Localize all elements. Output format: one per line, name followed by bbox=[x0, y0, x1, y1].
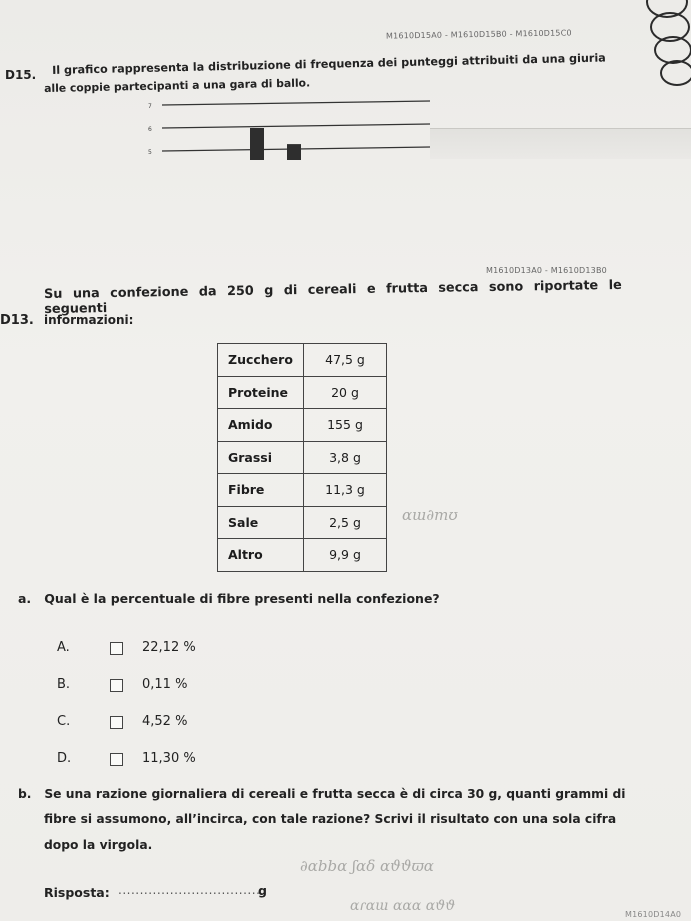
nutrient-value: 3,8 g bbox=[304, 441, 387, 474]
nutrient-value: 20 g bbox=[304, 376, 387, 409]
nutrient-value: 47,5 g bbox=[304, 344, 387, 377]
answer-unit: g bbox=[258, 883, 267, 898]
gridline-7 bbox=[162, 101, 430, 105]
nutrient-value: 11,3 g bbox=[304, 474, 387, 507]
question-b-line2: fibre si assumono, all’incirca, con tale razione? Scrivi il risultato con una sola cifra bbox=[44, 812, 617, 826]
option-checkbox[interactable] bbox=[110, 679, 123, 692]
option-value: 22,12 % bbox=[142, 640, 196, 655]
pencil-mark: ɑɾɑɯ ɑɑɑ ɑϑϑ bbox=[350, 898, 456, 914]
option-letter: C. bbox=[57, 714, 71, 729]
footer-code: M1610D14A0 bbox=[625, 910, 682, 919]
page-curl bbox=[640, 0, 691, 90]
y-tick-label: 7 bbox=[148, 103, 152, 110]
answer-label: Risposta: bbox=[44, 885, 110, 900]
chart-bar bbox=[250, 128, 264, 160]
option-checkbox[interactable] bbox=[110, 716, 123, 729]
option-value: 0,11 % bbox=[142, 677, 188, 692]
nutrient-name: Fibre bbox=[218, 474, 304, 507]
q15-text-line1: Il grafico rappresenta la distribuzione di frequenza dei punteggi attribuiti da una giuria bbox=[52, 51, 606, 77]
answer-field[interactable]: ................................. bbox=[118, 883, 261, 897]
option-checkbox[interactable] bbox=[110, 642, 123, 655]
nutrient-name: Proteine bbox=[218, 376, 304, 409]
q13-text-line2: informazioni: bbox=[44, 313, 134, 327]
question-b-line1: b. Se una razione giornaliera di cereali e frutta secca è di circa 30 g, quanti grammi di bbox=[18, 787, 626, 801]
table-row bbox=[218, 539, 387, 572]
question-b-line3: dopo la virgola. bbox=[44, 838, 153, 852]
next-page-edge bbox=[430, 128, 691, 159]
chart-bar bbox=[287, 144, 301, 160]
option-letter: A. bbox=[57, 640, 70, 655]
q13-codes: M1610D13A0 - M1610D13B0 bbox=[486, 266, 607, 275]
nutrient-value: 155 g bbox=[304, 409, 387, 442]
table-row bbox=[218, 344, 387, 377]
nutrient-value: 2,5 g bbox=[304, 506, 387, 539]
nutrient-name: Sale bbox=[218, 506, 304, 539]
pencil-mark: ɑɯ∂mʊ bbox=[402, 506, 458, 524]
q15-codes: M1610D15A0 - M1610D15B0 - M1610D15C0 bbox=[385, 28, 572, 41]
gridline-6 bbox=[162, 124, 430, 128]
nutrient-value: 9,9 g bbox=[304, 539, 387, 572]
nutrient-name: Altro bbox=[218, 539, 304, 572]
option-value: 4,52 % bbox=[142, 714, 188, 729]
y-tick-label: 5 bbox=[148, 149, 152, 156]
nutrient-name: Amido bbox=[218, 409, 304, 442]
option-checkbox[interactable] bbox=[110, 753, 123, 766]
nutrient-name: Zucchero bbox=[218, 344, 304, 377]
question-a: a. Qual è la percentuale di fibre presenti nella confezione? bbox=[18, 591, 440, 606]
table-row bbox=[218, 376, 387, 409]
q15-text-line2: alle coppie partecipanti a una gara di ballo. bbox=[44, 76, 311, 95]
q13-number: D13. bbox=[0, 313, 34, 328]
table-row bbox=[218, 474, 387, 507]
nutrient-name: Grassi bbox=[218, 441, 304, 474]
q13-text-line1: Su una confezione da 250 g di cereali e frutta secca sono riportate le seguenti bbox=[44, 277, 622, 317]
option-letter: D. bbox=[57, 751, 72, 766]
table-row bbox=[218, 506, 387, 539]
option-letter: B. bbox=[57, 677, 71, 692]
y-tick-label: 6 bbox=[148, 126, 152, 133]
pencil-mark: ∂ɑbbɑ ʃɑδ ɑϑϑϖɑ bbox=[300, 857, 434, 875]
nutrition-table bbox=[217, 343, 387, 572]
q15-number: D15. bbox=[5, 68, 37, 82]
table-row bbox=[218, 441, 387, 474]
option-value: 11,30 % bbox=[142, 751, 196, 766]
table-row bbox=[218, 409, 387, 442]
